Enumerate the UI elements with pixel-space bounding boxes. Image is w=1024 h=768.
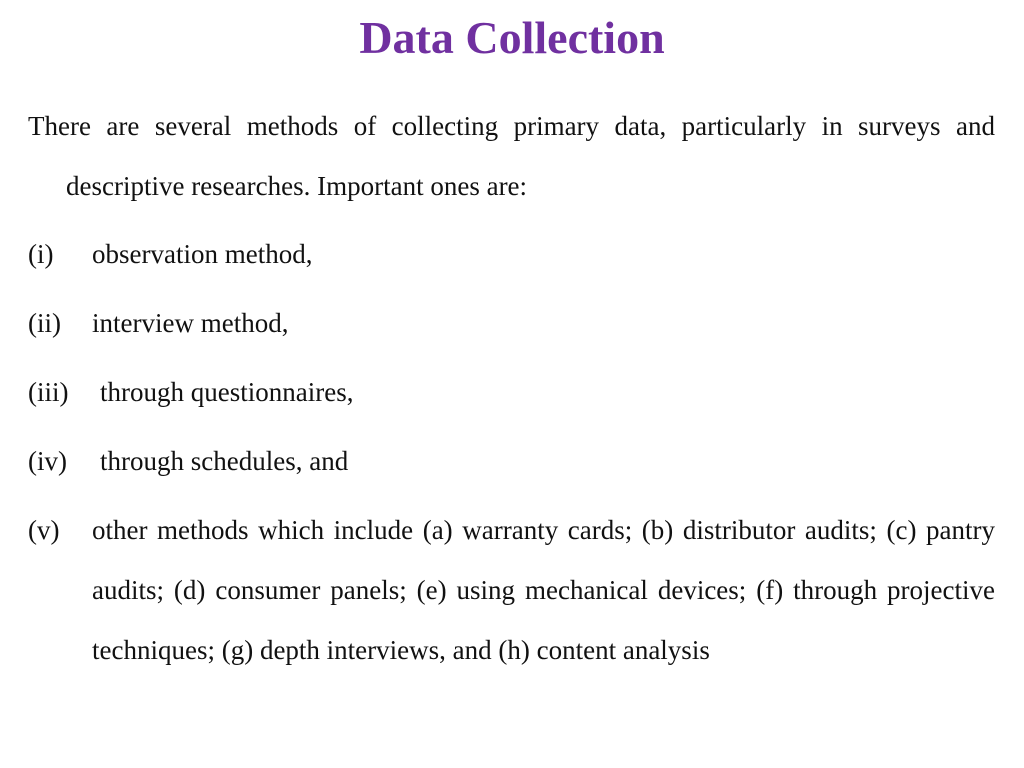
list-marker: (iv) [28,446,67,476]
list-item-text: through questionnaires, [100,377,354,407]
list-item [28,293,995,353]
list-marker: (i) [28,239,54,269]
list-item-text: through schedules, and [100,446,349,476]
list-item [28,431,995,491]
list-item [28,224,995,284]
intro-paragraph: There are several methods of collecting primary data, particularly in surveys and descriptive researches. Important ones are: [28,111,995,201]
list-marker: (v) [28,515,60,545]
methods-list [28,224,995,689]
list-item-text: interview method, [92,308,289,338]
slide-title: Data Collection [359,12,665,63]
list-marker: (iii) [28,377,69,407]
list-item-text: other methods which include (a) warranty cards; (b) distributor audits; (c) pantry audits; (d) consumer panels; (e) using mechanical devices; (f) through projective techniques; (g) depth interviews, and (h) content analysis [92,515,995,665]
list-item [28,500,995,680]
list-item-text: observation method, [92,239,313,269]
list-item [28,362,995,422]
list-marker: (ii) [28,308,61,338]
